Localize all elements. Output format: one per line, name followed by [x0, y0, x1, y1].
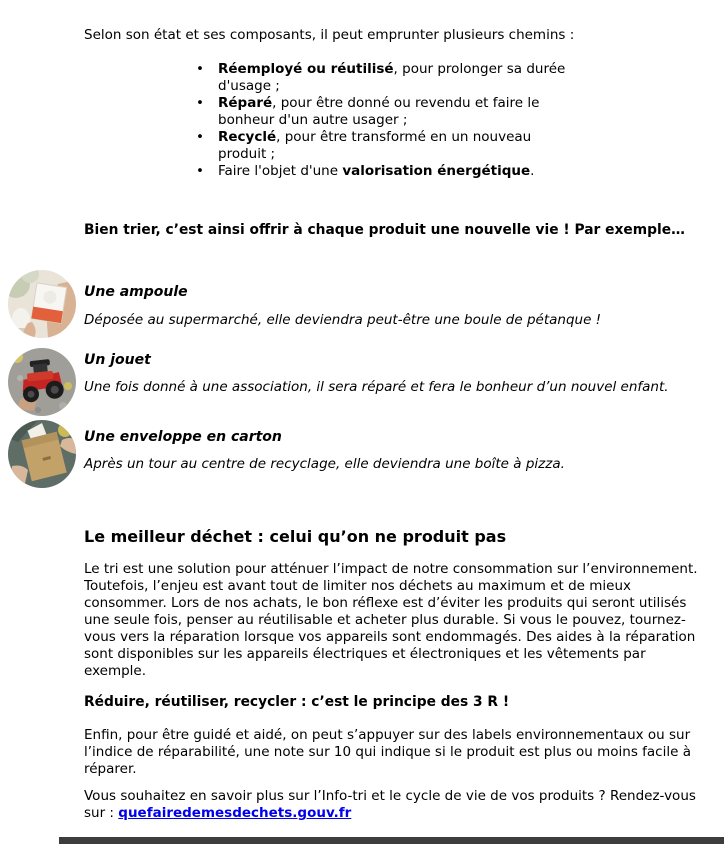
list-item-post: , pour être donné ou revendu et faire le bonheur d'un autre usager ;	[218, 95, 540, 128]
cta-text: Vous souhaitez en savoir plus sur l’Info-tri et le cycle de vie de vos produits ? Rendez-vous sur :	[84, 788, 696, 821]
list-item-bold: Réemployé ou réutilisé	[218, 61, 394, 77]
list-item-post: , pour être transformé en un nouveau produit ;	[218, 129, 532, 162]
section-subheading-3r: Réduire, réutiliser, recycler : c’est le principe des 3 R !	[84, 694, 510, 710]
cta-paragraph	[84, 788, 711, 822]
list-item-bold: Recyclé	[218, 129, 277, 145]
cardboard-envelope-photo	[8, 420, 76, 488]
intro-paragraph: Selon son état et ses composants, il peut emprunter plusieurs chemins :	[84, 27, 575, 43]
section-paragraph-2: Enfin, pour être guidé et aidé, on peut s’appuyer sur des labels environnementaux ou sur l’indice de réparabilité, une note sur 10 qui indique si le produit est plus ou moins facile à réparer.	[84, 727, 691, 777]
example-desc-jouet: Une fois donné à une association, il sera réparé et fera le bonheur d’un nouvel enfant.	[84, 379, 669, 395]
example-desc-ampoule: Déposée au supermarché, elle deviendra peut-être une boule de pétanque !	[84, 312, 602, 328]
list-item-repare	[188, 95, 580, 129]
quefairedemesdechets-link[interactable]: quefairedemesdechets.gouv.fr	[118, 805, 352, 821]
section-paragraph-1: Le tri est une solution pour atténuer l’impact de notre consommation sur l’environnement. Toutefois, l’enjeu est avant tout de limiter nos déchets au maximum et de mieux consommer. Lors de nos achats, le bon réflexe est d’éviter les produits qui seront utilisés une seule fois, penser au réutilisable et acheter plus durable. Si vous le pouvez, tournez-vous vers la réparation lorsque vos appareils sont endommagés. Des aides à la réparation sont disponibles sur les appareils électriques et électroniques et les vêtements par exemple.	[84, 561, 698, 679]
section-heading: Le meilleur déchet : celui qu’on ne produit pas	[84, 527, 507, 546]
list-item-post: .	[530, 163, 535, 179]
list-item-recycle	[188, 129, 580, 163]
toy-car-photo	[8, 348, 76, 416]
footer-bar-partial	[59, 837, 724, 844]
list-item-post: , pour prolonger sa durée d'usage ;	[218, 61, 566, 94]
bien-trier-callout: Bien trier, c’est ainsi offrir à chaque produit une nouvelle vie ! Par exemple…	[84, 222, 685, 238]
recycling-paths-list	[188, 61, 580, 180]
list-item-bold: Réparé	[218, 95, 273, 111]
list-item-bold: valorisation énergétique	[342, 163, 531, 179]
list-item-valorisation	[188, 163, 580, 180]
list-item-reemploye	[188, 61, 580, 95]
example-title-enveloppe: Une enveloppe en carton	[84, 429, 282, 445]
example-title-jouet: Un jouet	[84, 352, 151, 368]
example-desc-enveloppe: Après un tour au centre de recyclage, elle deviendra une boîte à pizza.	[84, 456, 565, 472]
example-title-ampoule: Une ampoule	[84, 284, 188, 300]
list-item-pre: Faire l'objet d'une	[218, 163, 343, 179]
lightbulb-package-photo	[8, 270, 76, 338]
